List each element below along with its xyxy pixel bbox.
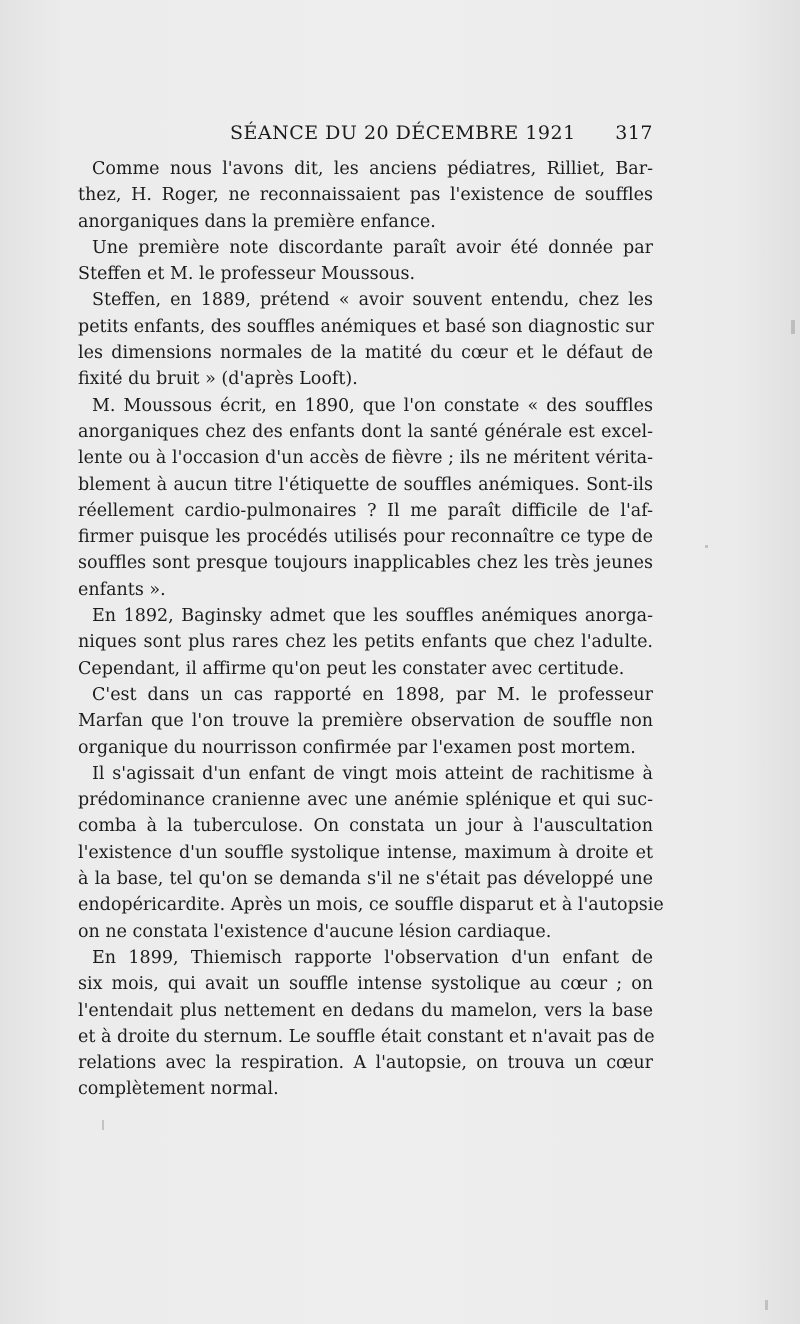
text-line: Marfan que l'on trouve la première observation de souffle non <box>78 711 653 732</box>
text-line: l'entendait plus nettement en dedans du mamelon, vers la base <box>78 1000 653 1021</box>
text-line: fixité du bruit » (d'après Looft). <box>78 369 358 390</box>
text-line: blement à aucun titre l'étiquette de souffles anémiques. Sont-ils <box>78 474 653 495</box>
text-line: à la base, tel qu'on se demanda s'il ne s'était pas développé une <box>78 869 653 890</box>
text-line: souffles sont presque toujours inapplicables chez les très jeunes <box>78 553 653 574</box>
text-line: En 1892, Baginsky admet que les souffles anémiques anorga- <box>92 606 653 627</box>
text-line: relations avec la respiration. A l'autopsie, on trouva un cœur <box>78 1053 653 1074</box>
text-line: Comme nous l'avons dit, les anciens pédiatres, Rilliet, Bar- <box>92 159 653 179</box>
text-line: Une première note discordante paraît avoir été donnée par <box>92 237 653 258</box>
text-line: niques sont plus rares chez les petits enfants que chez l'adulte. <box>78 632 653 653</box>
text-line: Steffen et M. le professeur Moussous. <box>78 264 416 285</box>
body-text <box>78 156 664 1103</box>
text-line: enfants ». <box>78 579 166 600</box>
text-line: l'existence d'un souffle systolique intense, maximum à droite et <box>78 842 653 863</box>
text-line: Il s'agissait d'un enfant de vingt mois atteint de rachitisme à <box>92 763 653 784</box>
text-line: anorganiques chez des enfants dont la santé générale est excel- <box>78 421 653 442</box>
scan-speck <box>765 1300 768 1310</box>
text-line: organique du nourrisson confirmée par l'examen post mortem. <box>78 737 636 758</box>
text-line: et à droite du sternum. Le souffle était constant et n'avait pas de <box>78 1026 655 1047</box>
text-line: thez, H. Roger, ne reconnaissaient pas l'existence de souffles <box>78 185 653 206</box>
text-line: on ne constata l'existence d'aucune lésion cardiaque. <box>78 921 552 942</box>
text-line: firmer puisque les procédés utilisés pour reconnaître ce type de <box>78 527 653 548</box>
scan-speck <box>102 1120 104 1130</box>
scan-speck <box>705 545 708 548</box>
text-line: petits enfants, des souffles anémiques et basé son diagnostic sur <box>78 316 654 337</box>
text-line: Steffen, en 1889, prétend « avoir souvent entendu, chez les <box>92 290 653 311</box>
page-number: 317 <box>615 122 653 144</box>
text-line: réellement cardio-pulmonaires ? Il me paraît difficile de l'af- <box>78 500 653 521</box>
running-title: SÉANCE DU 20 DÉCEMBRE 1921 <box>230 122 576 144</box>
text-line: comba à la tuberculose. On constata un jour à l'auscultation <box>78 816 653 837</box>
text-line: six mois, qui avait un souffle intense systolique au cœur ; on <box>78 974 653 995</box>
text-line: C'est dans un cas rapporté en 1898, par M. le professeur <box>92 684 653 705</box>
scan-speck <box>791 320 795 334</box>
text-line: En 1899, Thiemisch rapporte l'observation d'un enfant de <box>92 947 653 968</box>
text-line: lente ou à l'occasion d'un accès de fièvre ; ils ne méritent vérita- <box>78 448 653 469</box>
running-header <box>78 122 653 152</box>
text-line: endopéricardite. Après un mois, ce souffle disparut et à l'autopsie <box>78 895 664 916</box>
text-line: les dimensions normales de la matité du cœur et le défaut de <box>78 343 653 364</box>
text-line: M. Moussous écrit, en 1890, que l'on constate « des souffles <box>92 395 653 416</box>
text-line: Cependant, il affirme qu'on peut les constater avec certitude. <box>78 658 625 679</box>
text-line: anorganiques dans la première enfance. <box>78 211 436 232</box>
text-line: prédominance cranienne avec une anémie splénique et qui suc- <box>78 790 653 811</box>
text-line: complètement normal. <box>78 1079 279 1100</box>
